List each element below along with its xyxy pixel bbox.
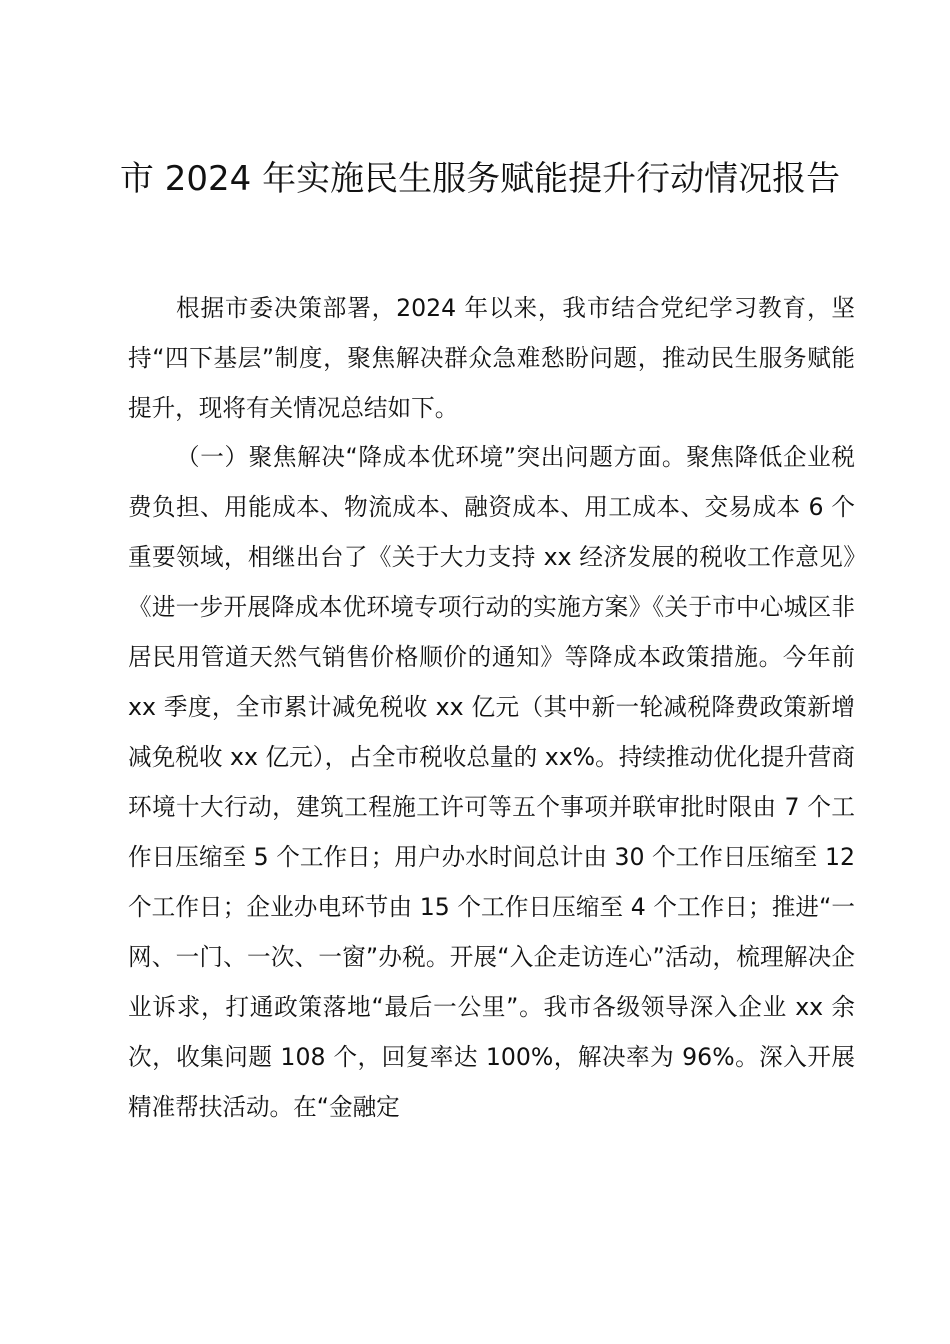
paragraph-section-one: （一）聚焦解决“降成本优环境”突出问题方面。聚焦降低企业税费负担、用能成本、物流成本、融资成本、用工成本、交易成本 6 个重要领域，相继出台了《关于大力支持 xx 经济发展的税收工作意见》《进一步开展降成本优环境专项行动的实施方案》《关于市中心城区非居民用管道天然气销售价格顺价的通知》等降成本政策措施。今年前 xx 季度，全市累计减免税收 xx 亿元（其中新一轮减税降费政策新增减免税收 xx 亿元），占全市税收总量的 xx%。持续推动优化提升营商环境十大行动，建筑工程施工许可等五个事项并联审批时限由 7 个工作日压缩至 5 个工作日；用户办水时间总计由 30 个工作日压缩至 12 个工作日；企业办电环节由 15 个工作日压缩至 4 个工作日；推进“一网、一门、一次、一窗”办税。开展“入企走访连心”活动，梳理解决企业诉求，打通政策落地“最后一公里”。我市各级领导深入企业 xx 余次，收集问题 108 个，回复率达 100%，解决率为 96%。深入开展精准帮扶活动。在“金融定	[128, 443, 855, 1121]
paragraph-intro: 根据市委决策部署，2024 年以来，我市结合党纪学习教育，坚持“四下基层”制度，聚焦解决群众急难愁盼问题，推动民生服务赋能提升，现将有关情况总结如下。	[128, 294, 855, 422]
document-title: 市 2024 年实施民生服务赋能提升行动情况报告	[119, 159, 841, 199]
